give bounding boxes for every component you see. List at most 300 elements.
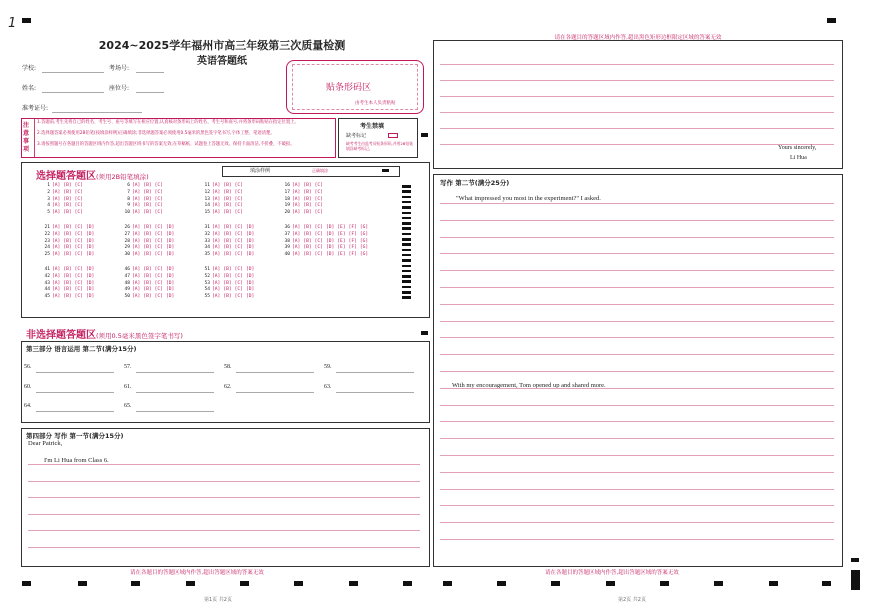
choice-question-row[interactable]	[282, 232, 371, 237]
choice-question-row[interactable]	[282, 239, 371, 244]
answer-bubble[interactable]: [D]	[85, 273, 95, 279]
answer-bubble[interactable]: [B]	[63, 196, 72, 202]
answer-bubble[interactable]: [D]	[165, 245, 175, 251]
choice-question-row[interactable]	[122, 294, 177, 299]
answer-bubble[interactable]: [B]	[63, 267, 72, 272]
answer-bubble[interactable]: [A]	[212, 183, 221, 188]
answer-bubble[interactable]: [C]	[314, 238, 323, 244]
writing-line[interactable]	[440, 304, 834, 305]
answer-bubble[interactable]: [B]	[63, 183, 72, 188]
blank-input[interactable]	[36, 392, 114, 393]
writing-line[interactable]	[440, 112, 834, 113]
choice-question-row[interactable]	[202, 245, 257, 250]
answer-bubble[interactable]: [E]	[337, 238, 346, 244]
answer-bubble[interactable]: [B]	[223, 203, 232, 209]
answer-bubble[interactable]: [F]	[348, 225, 357, 230]
answer-bubble[interactable]: [G]	[359, 245, 369, 251]
writing-line[interactable]	[28, 481, 420, 482]
choice-question-row[interactable]	[122, 183, 166, 188]
answer-bubble[interactable]: [C]	[314, 210, 323, 216]
writing-line[interactable]	[440, 270, 834, 271]
answer-bubble[interactable]: [A]	[132, 273, 141, 279]
answer-bubble[interactable]: [D]	[165, 252, 175, 258]
answer-bubble[interactable]: [D]	[325, 245, 335, 251]
answer-bubble[interactable]: [B]	[143, 287, 152, 293]
answer-bubble[interactable]: [B]	[223, 225, 232, 230]
answer-bubble[interactable]: [C]	[74, 238, 83, 244]
answer-bubble[interactable]: [D]	[165, 273, 175, 279]
answer-bubble[interactable]: [B]	[63, 273, 72, 279]
answer-bubble[interactable]: [A]	[292, 231, 301, 237]
answer-bubble[interactable]: [A]	[52, 210, 61, 216]
answer-bubble[interactable]: [C]	[234, 252, 243, 258]
writing-line[interactable]	[440, 539, 834, 540]
answer-bubble[interactable]: [A]	[212, 196, 221, 202]
answer-bubble[interactable]: [B]	[63, 231, 72, 237]
answer-bubble[interactable]: [B]	[303, 245, 312, 251]
writing-line[interactable]	[440, 405, 834, 406]
answer-bubble[interactable]: [B]	[223, 238, 232, 244]
choice-question-row[interactable]	[282, 203, 326, 208]
answer-bubble[interactable]: [A]	[132, 238, 141, 244]
answer-bubble[interactable]: [C]	[234, 196, 243, 202]
writing-line[interactable]	[440, 96, 834, 97]
answer-bubble[interactable]: [C]	[154, 280, 163, 286]
answer-bubble[interactable]: [A]	[52, 252, 61, 258]
answer-bubble[interactable]: [D]	[325, 238, 335, 244]
answer-bubble[interactable]: [C]	[154, 245, 163, 251]
answer-bubble[interactable]: [B]	[303, 238, 312, 244]
answer-bubble[interactable]: [A]	[292, 189, 301, 195]
answer-bubble[interactable]: [B]	[223, 267, 232, 272]
answer-bubble[interactable]: [B]	[143, 245, 152, 251]
answer-bubble[interactable]: [C]	[314, 231, 323, 237]
choice-question-row[interactable]	[42, 274, 97, 279]
answer-bubble[interactable]: [A]	[52, 294, 61, 300]
choice-question-row[interactable]	[122, 232, 177, 237]
writing-line[interactable]	[440, 371, 834, 372]
answer-bubble[interactable]: [B]	[143, 252, 152, 258]
answer-bubble[interactable]: [D]	[245, 294, 255, 300]
answer-bubble[interactable]: [A]	[52, 267, 61, 272]
answer-bubble[interactable]: [D]	[325, 252, 335, 258]
answer-bubble[interactable]: [E]	[337, 231, 346, 237]
answer-bubble[interactable]: [B]	[223, 280, 232, 286]
answer-bubble[interactable]: [G]	[359, 238, 369, 244]
answer-bubble[interactable]: [B]	[303, 210, 312, 216]
answer-bubble[interactable]: [B]	[223, 294, 232, 300]
choice-question-row[interactable]	[42, 190, 86, 195]
answer-bubble[interactable]: [C]	[154, 267, 163, 272]
seat-input[interactable]	[136, 92, 164, 93]
choice-question-row[interactable]	[202, 190, 246, 195]
answer-bubble[interactable]: [C]	[234, 280, 243, 286]
answer-bubble[interactable]: [A]	[132, 245, 141, 251]
writing-line[interactable]	[440, 421, 834, 422]
answer-bubble[interactable]: [C]	[314, 189, 323, 195]
answer-bubble[interactable]: [B]	[143, 280, 152, 286]
answer-bubble[interactable]: [C]	[74, 183, 83, 188]
choice-question-row[interactable]	[282, 197, 326, 202]
answer-bubble[interactable]: [C]	[74, 280, 83, 286]
writing-line[interactable]	[440, 321, 834, 322]
answer-bubble[interactable]: [D]	[85, 267, 95, 272]
choice-question-row[interactable]	[122, 210, 166, 215]
choice-question-row[interactable]	[202, 225, 257, 230]
answer-bubble[interactable]: [C]	[154, 183, 163, 188]
answer-bubble[interactable]: [C]	[234, 210, 243, 216]
answer-bubble[interactable]: [D]	[85, 231, 95, 237]
answer-bubble[interactable]: [B]	[223, 273, 232, 279]
answer-bubble[interactable]: [C]	[74, 252, 83, 258]
answer-bubble[interactable]: [B]	[223, 210, 232, 216]
answer-bubble[interactable]: [A]	[212, 203, 221, 209]
answer-bubble[interactable]: [C]	[234, 273, 243, 279]
answer-bubble[interactable]: [D]	[165, 267, 175, 272]
blank-input[interactable]	[236, 372, 314, 373]
answer-bubble[interactable]: [C]	[234, 183, 243, 188]
writing-line[interactable]	[28, 547, 420, 548]
blank-input[interactable]	[336, 392, 414, 393]
choice-question-row[interactable]	[42, 281, 97, 286]
answer-bubble[interactable]: [A]	[292, 238, 301, 244]
answer-bubble[interactable]: [C]	[74, 287, 83, 293]
answer-bubble[interactable]: [A]	[52, 245, 61, 251]
answer-bubble[interactable]: [B]	[303, 231, 312, 237]
answer-bubble[interactable]: [F]	[348, 252, 357, 258]
answer-bubble[interactable]: [D]	[85, 252, 95, 258]
answer-bubble[interactable]: [A]	[212, 273, 221, 279]
choice-question-row[interactable]	[282, 225, 371, 230]
answer-bubble[interactable]: [D]	[325, 231, 335, 237]
choice-question-row[interactable]	[42, 232, 97, 237]
writing-line[interactable]	[28, 530, 420, 531]
choice-question-row[interactable]	[202, 252, 257, 257]
answer-bubble[interactable]: [B]	[63, 252, 72, 258]
answer-bubble[interactable]: [D]	[165, 280, 175, 286]
answer-bubble[interactable]: [A]	[52, 183, 61, 188]
answer-bubble[interactable]: [D]	[245, 245, 255, 251]
writing-line[interactable]	[440, 388, 834, 389]
answer-bubble[interactable]: [D]	[165, 238, 175, 244]
answer-bubble[interactable]: [C]	[154, 196, 163, 202]
choice-question-row[interactable]	[282, 183, 326, 188]
answer-bubble[interactable]: [D]	[85, 225, 95, 230]
answer-bubble[interactable]: [A]	[52, 287, 61, 293]
blank-input[interactable]	[136, 372, 214, 373]
answer-bubble[interactable]: [D]	[245, 225, 255, 230]
answer-bubble[interactable]: [B]	[303, 183, 312, 188]
choice-question-row[interactable]	[282, 190, 326, 195]
choice-question-row[interactable]	[42, 294, 97, 299]
answer-bubble[interactable]: [C]	[234, 225, 243, 230]
writing-line[interactable]	[440, 354, 834, 355]
answer-bubble[interactable]: [B]	[143, 210, 152, 216]
answer-bubble[interactable]: [G]	[359, 252, 369, 258]
answer-bubble[interactable]: [B]	[63, 210, 72, 216]
exam-room-input[interactable]	[136, 72, 164, 73]
answer-bubble[interactable]: [C]	[74, 273, 83, 279]
answer-bubble[interactable]: [A]	[132, 280, 141, 286]
choice-question-row[interactable]	[42, 183, 86, 188]
answer-bubble[interactable]: [C]	[314, 225, 323, 230]
blank-input[interactable]	[36, 411, 114, 412]
answer-bubble[interactable]: [B]	[143, 294, 152, 300]
choice-question-row[interactable]	[42, 267, 97, 272]
answer-bubble[interactable]: [A]	[132, 252, 141, 258]
answer-bubble[interactable]: [A]	[292, 183, 301, 188]
writing-line[interactable]	[440, 80, 834, 81]
answer-bubble[interactable]: [D]	[165, 225, 175, 230]
writing-line[interactable]	[440, 472, 834, 473]
answer-bubble[interactable]: [A]	[52, 238, 61, 244]
writing-line[interactable]	[440, 144, 834, 145]
answer-bubble[interactable]: [B]	[143, 183, 152, 188]
choice-question-row[interactable]	[202, 197, 246, 202]
answer-bubble[interactable]: [A]	[212, 252, 221, 258]
choice-question-row[interactable]	[42, 252, 97, 257]
answer-bubble[interactable]: [A]	[52, 203, 61, 209]
choice-question-row[interactable]	[122, 281, 177, 286]
choice-question-row[interactable]	[122, 197, 166, 202]
choice-question-row[interactable]	[122, 252, 177, 257]
answer-bubble[interactable]: [D]	[245, 287, 255, 293]
writing-line[interactable]	[440, 203, 834, 204]
answer-bubble[interactable]: [C]	[234, 238, 243, 244]
answer-bubble[interactable]: [A]	[212, 231, 221, 237]
writing-line[interactable]	[440, 220, 834, 221]
writing-line[interactable]	[440, 237, 834, 238]
answer-bubble[interactable]: [C]	[154, 273, 163, 279]
answer-bubble[interactable]: [A]	[292, 196, 301, 202]
answer-bubble[interactable]: [D]	[245, 231, 255, 237]
answer-bubble[interactable]: [A]	[212, 189, 221, 195]
answer-bubble[interactable]: [B]	[303, 225, 312, 230]
answer-bubble[interactable]: [A]	[52, 225, 61, 230]
answer-bubble[interactable]: [A]	[292, 252, 301, 258]
writing-line[interactable]	[440, 337, 834, 338]
answer-bubble[interactable]: [B]	[143, 273, 152, 279]
answer-bubble[interactable]: [A]	[212, 267, 221, 272]
answer-bubble[interactable]: [D]	[85, 238, 95, 244]
choice-question-row[interactable]	[42, 210, 86, 215]
choice-question-row[interactable]	[202, 267, 257, 272]
answer-bubble[interactable]: [D]	[85, 294, 95, 300]
answer-bubble[interactable]: [A]	[132, 294, 141, 300]
writing-line[interactable]	[440, 522, 834, 523]
choice-question-row[interactable]	[202, 203, 246, 208]
answer-bubble[interactable]: [B]	[223, 183, 232, 188]
writing-line[interactable]	[440, 128, 834, 129]
answer-bubble[interactable]: [G]	[359, 231, 369, 237]
answer-bubble[interactable]: [A]	[132, 225, 141, 230]
writing-line[interactable]	[440, 287, 834, 288]
blank-input[interactable]	[136, 411, 214, 412]
answer-bubble[interactable]: [A]	[212, 210, 221, 216]
writing-line[interactable]	[28, 514, 420, 515]
answer-bubble[interactable]: [C]	[74, 231, 83, 237]
missing-mark-checkbox[interactable]	[388, 133, 398, 138]
choice-question-row[interactable]	[202, 210, 246, 215]
answer-bubble[interactable]: [D]	[85, 245, 95, 251]
answer-bubble[interactable]: [A]	[212, 238, 221, 244]
answer-bubble[interactable]: [E]	[337, 225, 346, 230]
admission-input[interactable]	[52, 112, 142, 113]
answer-bubble[interactable]: [B]	[63, 287, 72, 293]
answer-bubble[interactable]: [D]	[165, 294, 175, 300]
choice-question-row[interactable]	[122, 287, 177, 292]
choice-question-row[interactable]	[42, 287, 97, 292]
answer-bubble[interactable]: [B]	[143, 238, 152, 244]
answer-bubble[interactable]: [A]	[292, 210, 301, 216]
answer-bubble[interactable]: [A]	[132, 196, 141, 202]
answer-bubble[interactable]: [A]	[292, 203, 301, 209]
choice-question-row[interactable]	[202, 281, 257, 286]
answer-bubble[interactable]: [A]	[292, 245, 301, 251]
answer-bubble[interactable]: [A]	[52, 231, 61, 237]
answer-bubble[interactable]: [C]	[314, 183, 323, 188]
answer-bubble[interactable]: [A]	[52, 189, 61, 195]
answer-bubble[interactable]: [C]	[234, 287, 243, 293]
answer-bubble[interactable]: [F]	[348, 238, 357, 244]
answer-bubble[interactable]: [C]	[154, 231, 163, 237]
answer-bubble[interactable]: [A]	[212, 245, 221, 251]
choice-question-row[interactable]	[42, 245, 97, 250]
choice-question-row[interactable]	[42, 203, 86, 208]
answer-bubble[interactable]: [C]	[74, 203, 83, 209]
answer-bubble[interactable]: [C]	[314, 252, 323, 258]
answer-bubble[interactable]: [A]	[132, 287, 141, 293]
blank-input[interactable]	[336, 372, 414, 373]
choice-question-row[interactable]	[282, 252, 371, 257]
answer-bubble[interactable]: [F]	[348, 231, 357, 237]
writing-line[interactable]	[440, 438, 834, 439]
answer-bubble[interactable]: [C]	[154, 294, 163, 300]
choice-question-row[interactable]	[122, 225, 177, 230]
choice-question-row[interactable]	[282, 245, 371, 250]
answer-bubble[interactable]: [E]	[337, 245, 346, 251]
answer-bubble[interactable]: [B]	[223, 287, 232, 293]
answer-bubble[interactable]: [B]	[143, 189, 152, 195]
answer-bubble[interactable]: [B]	[63, 245, 72, 251]
answer-bubble[interactable]: [D]	[85, 287, 95, 293]
answer-bubble[interactable]: [B]	[143, 225, 152, 230]
choice-question-row[interactable]	[122, 239, 177, 244]
answer-bubble[interactable]: [C]	[234, 189, 243, 195]
answer-bubble[interactable]: [C]	[234, 294, 243, 300]
answer-bubble[interactable]: [B]	[223, 245, 232, 251]
name-input[interactable]	[42, 92, 104, 93]
answer-bubble[interactable]: [C]	[74, 267, 83, 272]
answer-bubble[interactable]: [C]	[154, 238, 163, 244]
answer-bubble[interactable]: [E]	[337, 252, 346, 258]
answer-bubble[interactable]: [A]	[52, 280, 61, 286]
choice-question-row[interactable]	[202, 287, 257, 292]
answer-bubble[interactable]: [F]	[348, 245, 357, 251]
answer-bubble[interactable]: [D]	[245, 280, 255, 286]
answer-bubble[interactable]: [D]	[165, 231, 175, 237]
writing-line[interactable]	[28, 464, 420, 465]
answer-bubble[interactable]: [B]	[63, 280, 72, 286]
answer-bubble[interactable]: [A]	[132, 210, 141, 216]
choice-question-row[interactable]	[42, 225, 97, 230]
answer-bubble[interactable]: [B]	[303, 189, 312, 195]
answer-bubble[interactable]: [A]	[132, 267, 141, 272]
answer-bubble[interactable]: [B]	[223, 189, 232, 195]
answer-bubble[interactable]: [C]	[74, 225, 83, 230]
writing-line[interactable]	[440, 455, 834, 456]
answer-bubble[interactable]: [C]	[314, 245, 323, 251]
answer-bubble[interactable]: [C]	[154, 252, 163, 258]
answer-bubble[interactable]: [D]	[245, 273, 255, 279]
answer-bubble[interactable]: [D]	[245, 238, 255, 244]
answer-bubble[interactable]: [B]	[303, 252, 312, 258]
answer-bubble[interactable]: [C]	[154, 189, 163, 195]
school-input[interactable]	[42, 72, 104, 73]
answer-bubble[interactable]: [A]	[212, 280, 221, 286]
writing-line[interactable]	[440, 253, 834, 254]
answer-bubble[interactable]: [B]	[63, 225, 72, 230]
answer-bubble[interactable]: [C]	[154, 225, 163, 230]
answer-bubble[interactable]: [B]	[63, 238, 72, 244]
answer-bubble[interactable]: [B]	[303, 196, 312, 202]
choice-question-row[interactable]	[122, 245, 177, 250]
answer-bubble[interactable]: [D]	[245, 267, 255, 272]
answer-bubble[interactable]: [D]	[245, 252, 255, 258]
answer-bubble[interactable]: [C]	[234, 231, 243, 237]
answer-bubble[interactable]: [B]	[143, 231, 152, 237]
choice-question-row[interactable]	[122, 274, 177, 279]
writing-line[interactable]	[440, 489, 834, 490]
choice-question-row[interactable]	[282, 210, 326, 215]
answer-bubble[interactable]: [B]	[63, 189, 72, 195]
blank-input[interactable]	[136, 392, 214, 393]
choice-question-row[interactable]	[122, 203, 166, 208]
answer-bubble[interactable]: [B]	[143, 196, 152, 202]
answer-bubble[interactable]: [B]	[223, 231, 232, 237]
answer-bubble[interactable]: [B]	[303, 203, 312, 209]
answer-bubble[interactable]: [C]	[314, 196, 323, 202]
choice-question-row[interactable]	[42, 239, 97, 244]
answer-bubble[interactable]: [B]	[223, 252, 232, 258]
answer-bubble[interactable]: [C]	[234, 203, 243, 209]
answer-bubble[interactable]: [B]	[63, 294, 72, 300]
answer-bubble[interactable]: [A]	[132, 203, 141, 209]
answer-bubble[interactable]: [C]	[74, 294, 83, 300]
answer-bubble[interactable]: [A]	[132, 231, 141, 237]
answer-bubble[interactable]: [A]	[132, 189, 141, 195]
answer-bubble[interactable]: [D]	[325, 225, 335, 230]
writing-line[interactable]	[440, 64, 834, 65]
answer-bubble[interactable]: [G]	[359, 225, 369, 230]
writing-line[interactable]	[28, 497, 420, 498]
answer-bubble[interactable]: [C]	[74, 196, 83, 202]
answer-bubble[interactable]: [B]	[63, 203, 72, 209]
choice-question-row[interactable]	[42, 197, 86, 202]
writing-line[interactable]	[440, 505, 834, 506]
answer-bubble[interactable]: [C]	[154, 203, 163, 209]
answer-bubble[interactable]: [A]	[52, 273, 61, 279]
answer-bubble[interactable]: [A]	[212, 287, 221, 293]
answer-bubble[interactable]: [C]	[314, 203, 323, 209]
blank-input[interactable]	[36, 372, 114, 373]
answer-bubble[interactable]: [A]	[52, 196, 61, 202]
answer-bubble[interactable]: [C]	[234, 245, 243, 251]
choice-question-row[interactable]	[122, 267, 177, 272]
answer-bubble[interactable]: [A]	[212, 225, 221, 230]
choice-question-row[interactable]	[202, 183, 246, 188]
answer-bubble[interactable]: [C]	[234, 267, 243, 272]
